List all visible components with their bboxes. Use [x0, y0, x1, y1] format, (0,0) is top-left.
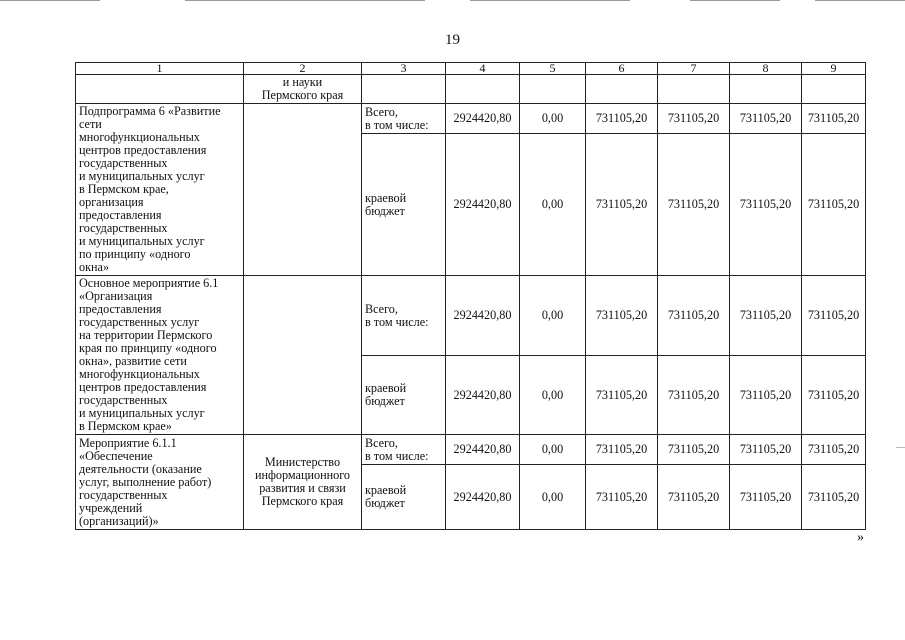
amount-cell: 0,00: [520, 134, 586, 276]
continuation-row: [76, 75, 866, 104]
column-number-row: [76, 63, 866, 75]
funding-source-cell: [362, 104, 446, 134]
funding-source-cell: [362, 435, 446, 465]
amount-cell: 731105,20: [586, 134, 658, 276]
amount-cell: 2924420,80: [446, 104, 520, 134]
program-name: Мероприятие 6.1.1 «Обеспечение деятельности (оказание услуг, выполнение работ) государственных учреждений (организаций)»: [79, 435, 212, 528]
table-body: [76, 63, 866, 530]
funding-source-cell: [362, 134, 446, 276]
funding-source: краевой бюджет: [365, 190, 407, 218]
amount-cell: 731105,20: [802, 276, 866, 356]
program-name: Подпрограмма 6 «Развитие сети многофункциональных центров предоставления государственных и муниципальных услуг в Пермском крае, организация предоставления государственных и муниципальных услуг по принципу «одного окна»: [79, 104, 221, 274]
amount-cell: 731105,20: [658, 104, 730, 134]
column-number: 6: [586, 63, 658, 75]
empty-cell: [362, 75, 446, 104]
executor-text: Министерство информационного развития и связи Пермского края: [254, 455, 351, 508]
amount-cell: 731105,20: [658, 465, 730, 530]
amount-cell: 731105,20: [802, 134, 866, 276]
amount-cell: 731105,20: [730, 465, 802, 530]
amount-cell: 731105,20: [658, 276, 730, 356]
program-name-cell: [76, 435, 244, 530]
funding-source: Всего, в том числе:: [365, 435, 429, 463]
amount-cell: 731105,20: [586, 435, 658, 465]
amount-cell: 731105,20: [730, 276, 802, 356]
page-number: 19: [445, 32, 460, 48]
amount-cell: 0,00: [520, 276, 586, 356]
empty-cell: [802, 75, 866, 104]
continuation-mark: »: [857, 530, 864, 545]
amount-cell: 731105,20: [730, 104, 802, 134]
funding-source: краевой бюджет: [365, 483, 407, 510]
executor-cell: [244, 75, 362, 104]
amount-cell: 0,00: [520, 465, 586, 530]
amount-cell: 2924420,80: [446, 276, 520, 356]
amount-cell: 0,00: [520, 435, 586, 465]
funding-source: Всего, в том числе:: [365, 104, 429, 132]
funding-source-cell: [362, 465, 446, 530]
executor-text: и науки Пермского края: [261, 75, 344, 102]
funding-source-cell: [362, 276, 446, 356]
amount-cell: 731105,20: [658, 356, 730, 435]
empty-cell: [730, 75, 802, 104]
amount-cell: 0,00: [520, 356, 586, 435]
amount-cell: 2924420,80: [446, 465, 520, 530]
table-row: [76, 104, 866, 134]
program-name-cell: [76, 104, 244, 276]
empty-cell: [520, 75, 586, 104]
column-number: 9: [802, 63, 866, 75]
executor-cell: [244, 435, 362, 530]
column-number: 7: [658, 63, 730, 75]
amount-cell: 731105,20: [802, 356, 866, 435]
amount-cell: 731105,20: [730, 356, 802, 435]
funding-source: Всего, в том числе:: [365, 301, 429, 329]
executor-cell: [244, 104, 362, 276]
empty-cell: [446, 75, 520, 104]
amount-cell: 731105,20: [730, 134, 802, 276]
amount-cell: 731105,20: [586, 356, 658, 435]
amount-cell: 731105,20: [658, 134, 730, 276]
amount-cell: 731105,20: [658, 435, 730, 465]
amount-cell: 731105,20: [802, 104, 866, 134]
empty-cell: [76, 75, 244, 104]
budget-table: [75, 62, 866, 530]
amount-cell: 2924420,80: [446, 134, 520, 276]
table-row: [76, 276, 866, 356]
executor-cell: [244, 276, 362, 435]
scan-edge-marks: [0, 0, 905, 2]
column-number: 1: [76, 63, 244, 75]
empty-cell: [658, 75, 730, 104]
amount-cell: 731105,20: [586, 104, 658, 134]
amount-cell: 2924420,80: [446, 356, 520, 435]
funding-source-cell: [362, 356, 446, 435]
column-number: 8: [730, 63, 802, 75]
amount-cell: 731105,20: [730, 435, 802, 465]
program-name-cell: [76, 276, 244, 435]
column-number: 4: [446, 63, 520, 75]
amount-cell: 731105,20: [586, 276, 658, 356]
amount-cell: 731105,20: [802, 465, 866, 530]
program-name: Основное мероприятие 6.1 «Организация предоставления государственных услуг на территории Пермского края по принципу «одного окна», развитие сети многофункциональных центров предоставления государственных и муниципальных услуг в Пермском крае»: [79, 276, 219, 433]
column-number: 3: [362, 63, 446, 75]
amount-cell: 2924420,80: [446, 435, 520, 465]
column-number: 2: [244, 63, 362, 75]
amount-cell: 731105,20: [586, 465, 658, 530]
empty-cell: [586, 75, 658, 104]
table-row: [76, 435, 866, 465]
funding-source: краевой бюджет: [365, 381, 407, 408]
scan-margin-mark: [896, 447, 905, 448]
amount-cell: 0,00: [520, 104, 586, 134]
amount-cell: 731105,20: [802, 435, 866, 465]
column-number: 5: [520, 63, 586, 75]
